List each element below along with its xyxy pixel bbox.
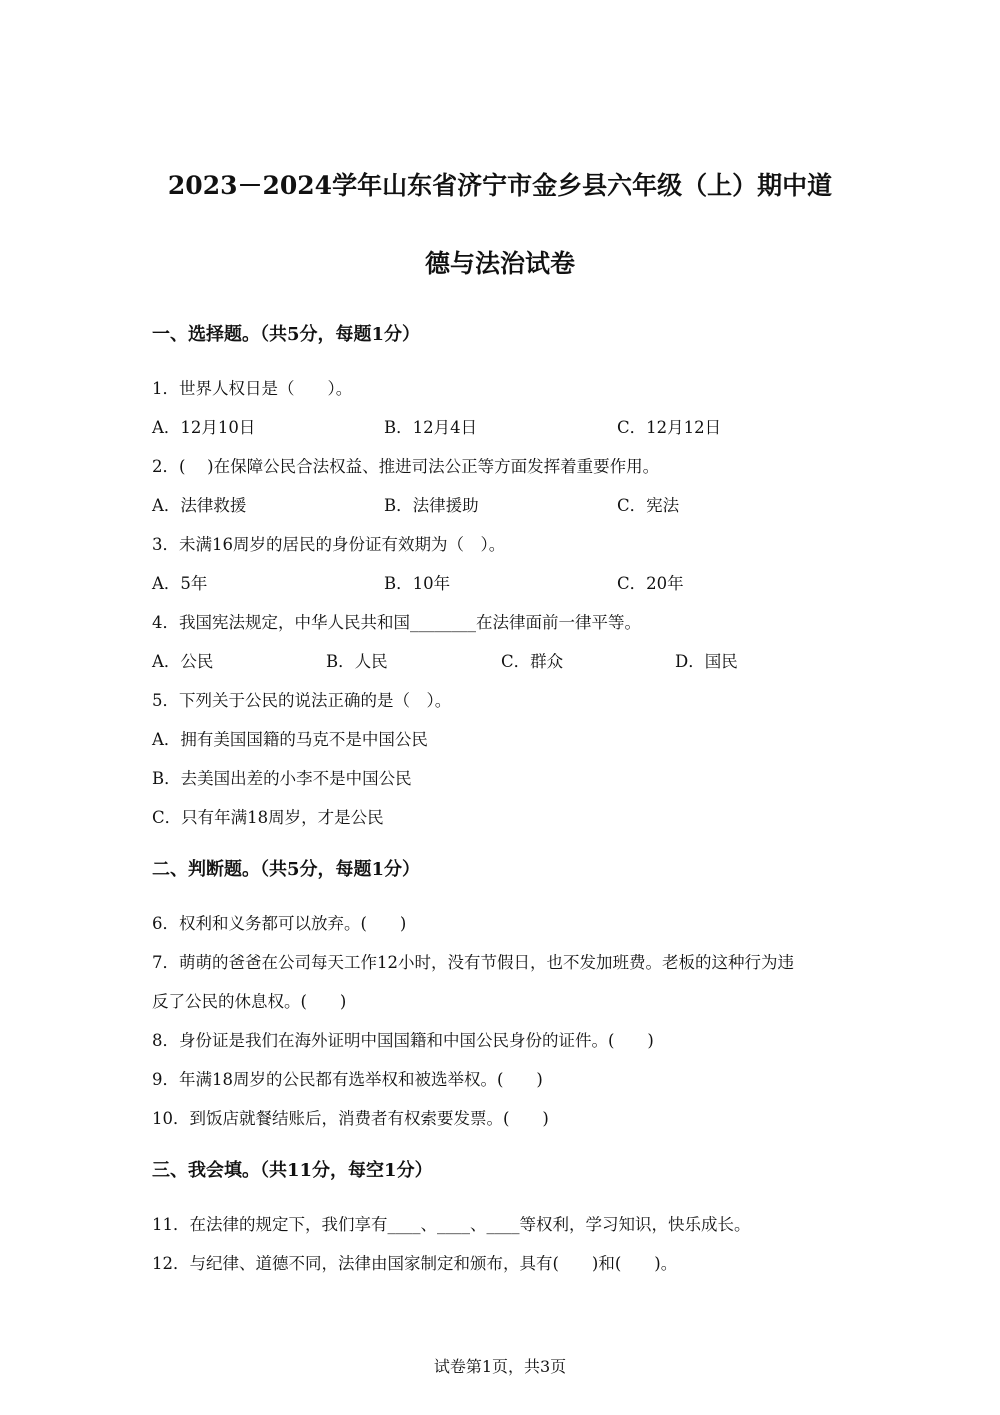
section-heading-multiple-choice: 一、选择题。（共5分，每题1分） (152, 324, 421, 345)
question-3-option-b: B．10年 (384, 574, 451, 593)
question-2: 2．( )在保障公民合法权益、推进司法公正等方面发挥着重要作用。 (152, 457, 660, 476)
question-7-line-2: 反了公民的休息权。( ) (152, 992, 347, 1011)
page-footer: 试卷第1页，共3页 (433, 1357, 567, 1376)
section-heading-fill-in: 三、我会填。（共11分，每空1分） (152, 1160, 433, 1181)
question-8: 8．身份证是我们在海外证明中国国籍和中国公民身份的证件。( ) (152, 1031, 654, 1050)
question-3-option-c: C．20年 (617, 574, 684, 593)
question-4-option-a: A．公民 (152, 652, 214, 671)
question-1-option-a: A．12月10日 (152, 418, 256, 437)
question-5-option-a: A．拥有美国国籍的马克不是中国公民 (152, 730, 428, 749)
question-7-line-1: 7．萌萌的爸爸在公司每天工作12小时，没有节假日，也不发加班费。老板的这种行为违 (152, 953, 794, 972)
exam-title-line-1: 2023－2024学年山东省济宁市金乡县六年级（上）期中道 (167, 171, 833, 200)
question-6: 6．权利和义务都可以放弃。( ) (152, 914, 407, 933)
question-3-option-a: A．5年 (152, 574, 208, 593)
question-4-option-b: B．人民 (326, 652, 388, 671)
question-4: 4．我国宪法规定，中华人民共和国________在法律面前一律平等。 (152, 613, 641, 632)
question-2-option-b: B．法律援助 (384, 496, 479, 515)
exam-title-line-2: 德与法治试卷 (424, 249, 575, 278)
question-3: 3．未满16周岁的居民的身份证有效期为（ ）。 (152, 535, 506, 554)
question-9: 9．年满18周岁的公民都有选举权和被选举权。( ) (152, 1070, 543, 1089)
question-5-option-c: C．只有年满18周岁，才是公民 (152, 808, 384, 827)
question-1-option-c: C．12月12日 (617, 418, 722, 437)
question-4-option-d: D．国民 (675, 652, 738, 671)
section-heading-true-false: 二、判断题。（共5分，每题1分） (152, 859, 421, 880)
question-4-option-c: C．群众 (501, 652, 564, 671)
question-1: 1．世界人权日是（ ）。 (152, 379, 353, 398)
question-5-option-b: B．去美国出差的小李不是中国公民 (152, 769, 412, 788)
question-2-option-c: C．宪法 (617, 496, 680, 515)
question-5: 5．下列关于公民的说法正确的是（ ）。 (152, 691, 452, 710)
question-12: 12．与纪律、道德不同，法律由国家制定和颁布，具有( )和( )。 (152, 1254, 678, 1273)
question-2-option-a: A．法律救援 (152, 496, 247, 515)
question-10: 10．到饭店就餐结账后，消费者有权索要发票。( ) (152, 1109, 549, 1128)
question-11: 11．在法律的规定下，我们享有____、____、____等权利，学习知识，快乐成长。 (152, 1215, 751, 1234)
question-1-option-b: B．12月4日 (384, 418, 478, 437)
